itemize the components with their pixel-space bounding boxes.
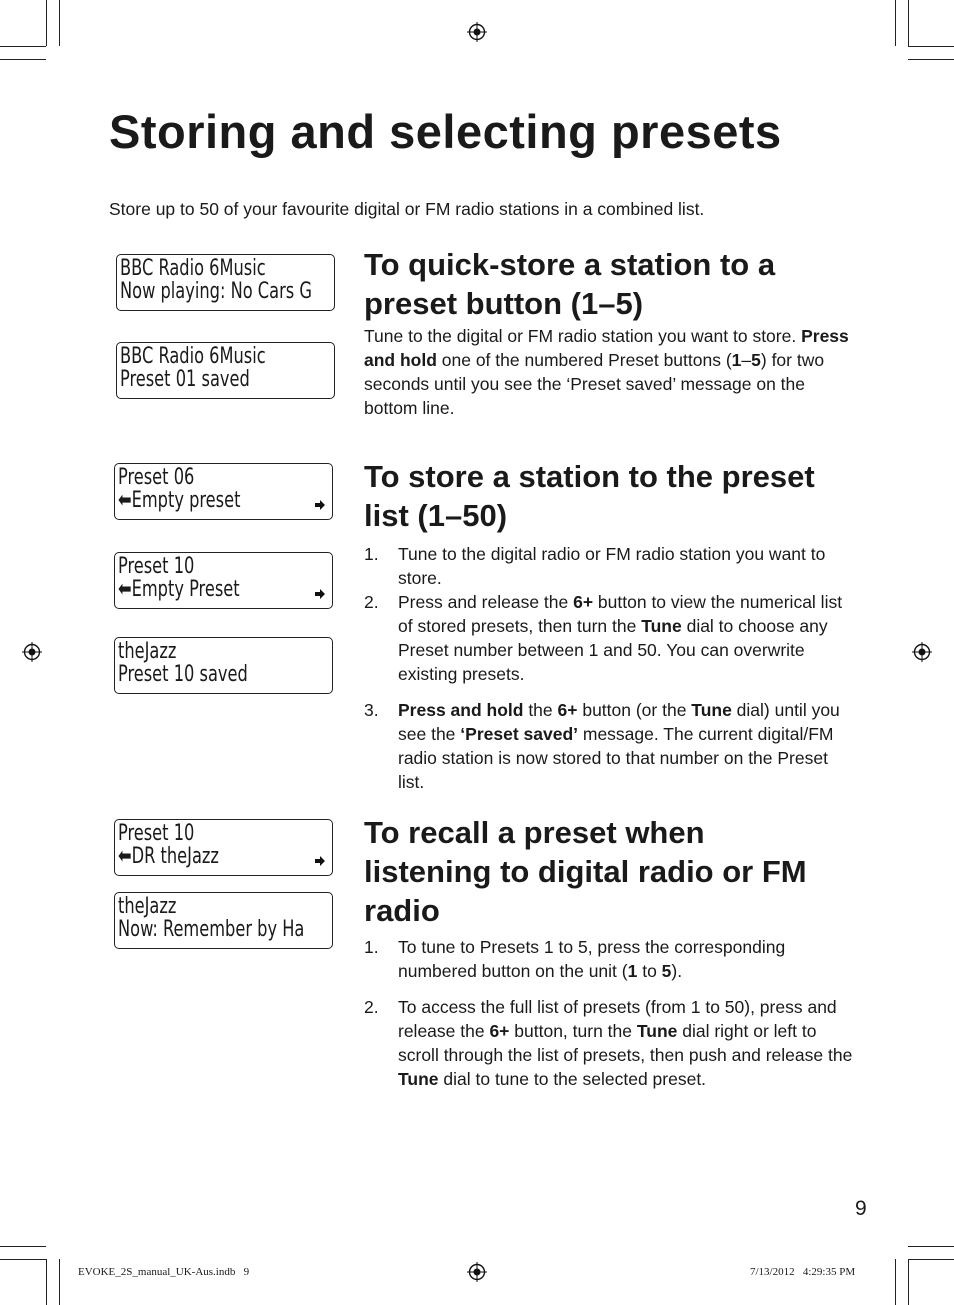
lcd-display bbox=[114, 637, 333, 694]
crop-mark bbox=[895, 1259, 896, 1305]
crop-mark bbox=[908, 1259, 909, 1305]
crop-mark bbox=[46, 0, 47, 46]
crop-mark bbox=[59, 0, 60, 46]
lcd-line: theJazz bbox=[118, 639, 177, 664]
lcd-line: Now: Remember by Ha bbox=[118, 917, 305, 942]
lcd-display bbox=[116, 254, 335, 311]
left-arrow-icon: ⬅ bbox=[118, 844, 132, 869]
slug-filename: EVOKE_2S_manual_UK-Aus.indb 9 bbox=[78, 1266, 250, 1278]
lcd-line: Preset 10 bbox=[118, 554, 195, 579]
lcd-display bbox=[114, 463, 333, 520]
section-heading: To store a station to the preset list (1–50) bbox=[364, 459, 815, 533]
lcd-line: Preset 06 bbox=[118, 465, 195, 490]
list-item: 3. Press and hold the 6+ button (or the Tune dial) until you see the ‘Preset saved’ message. The current digital/FM radio station is now stored to that number on the Preset list. bbox=[364, 700, 840, 792]
crop-mark bbox=[908, 1259, 954, 1260]
lcd-line: Preset 01 saved bbox=[120, 367, 250, 392]
right-arrow-icon bbox=[314, 855, 326, 867]
crop-mark bbox=[0, 1246, 46, 1247]
section-heading: To quick-store a station to a preset button (1–5) bbox=[364, 247, 776, 321]
numbered-list bbox=[364, 935, 854, 1091]
lcd-line: BBC Radio 6Music bbox=[120, 256, 266, 281]
lcd-line-text: Empty Preset bbox=[131, 577, 240, 602]
lcd-display bbox=[114, 819, 333, 876]
registration-mark-icon bbox=[22, 642, 42, 662]
list-item: 2. Press and release the 6+ button to view the numerical list of stored presets, then turn the Tune dial to choose any Preset number between 1 and 50. You can overwrite existing presets. bbox=[364, 592, 843, 684]
list-item: 2. To access the full list of presets (from 1 to 50), press and release the 6+ button, turn the Tune dial right or left to scroll through the list of presets, then push and release the Tune dial to tune to the selected preset. bbox=[364, 997, 853, 1089]
crop-mark bbox=[0, 46, 46, 47]
lcd-line: Now playing: No Cars G bbox=[120, 279, 312, 304]
list-item: 1. To tune to Presets 1 to 5, press the corresponding numbered button on the unit (1 to 5). bbox=[364, 937, 786, 981]
lcd-display bbox=[114, 892, 333, 949]
left-arrow-icon: ⬅ bbox=[118, 577, 132, 602]
section-heading: To recall a preset when listening to digital radio or FM radio bbox=[364, 815, 807, 928]
crop-mark bbox=[908, 46, 954, 47]
lcd-line-text: Empty preset bbox=[131, 488, 241, 513]
intro-text: Store up to 50 of your favourite digital or FM radio stations in a combined list. bbox=[109, 199, 705, 219]
crop-mark bbox=[0, 1259, 46, 1260]
lcd-line-text: DR theJazz bbox=[131, 844, 219, 869]
lcd-line bbox=[118, 578, 329, 601]
lcd-line bbox=[118, 489, 329, 512]
numbered-list bbox=[364, 542, 854, 794]
lcd-display bbox=[114, 552, 333, 609]
registration-mark-icon bbox=[912, 642, 932, 662]
right-arrow-icon bbox=[314, 499, 326, 511]
crop-mark bbox=[908, 1246, 954, 1247]
slug-timestamp: 7/13/2012 4:29:35 PM bbox=[750, 1266, 856, 1278]
lcd-line bbox=[118, 845, 329, 868]
crop-mark bbox=[46, 1259, 47, 1305]
lcd-line: theJazz bbox=[118, 894, 177, 919]
list-item: 1. Tune to the digital radio or FM radio station you want to store. bbox=[364, 544, 826, 588]
right-arrow-icon bbox=[314, 588, 326, 600]
crop-mark bbox=[895, 0, 896, 46]
registration-mark-icon bbox=[467, 1262, 487, 1282]
lcd-line: Preset 10 bbox=[118, 821, 195, 846]
crop-mark bbox=[908, 59, 954, 60]
crop-mark bbox=[59, 1259, 60, 1305]
section-body: Tune to the digital or FM radio station you want to store. Press and hold one of the numbered Preset buttons (1–5) for two seconds until you see the ‘Preset saved’ message on the bottom line. bbox=[364, 326, 849, 418]
lcd-line: BBC Radio 6Music bbox=[120, 344, 266, 369]
lcd-display bbox=[116, 342, 335, 399]
page-title: Storing and selecting presets bbox=[109, 105, 782, 158]
lcd-line: Preset 10 saved bbox=[118, 662, 248, 687]
registration-mark-icon bbox=[467, 22, 487, 42]
crop-mark bbox=[908, 0, 909, 46]
left-arrow-icon: ⬅ bbox=[118, 488, 132, 513]
crop-mark bbox=[0, 59, 46, 60]
page-number: 9 bbox=[855, 1197, 867, 1220]
